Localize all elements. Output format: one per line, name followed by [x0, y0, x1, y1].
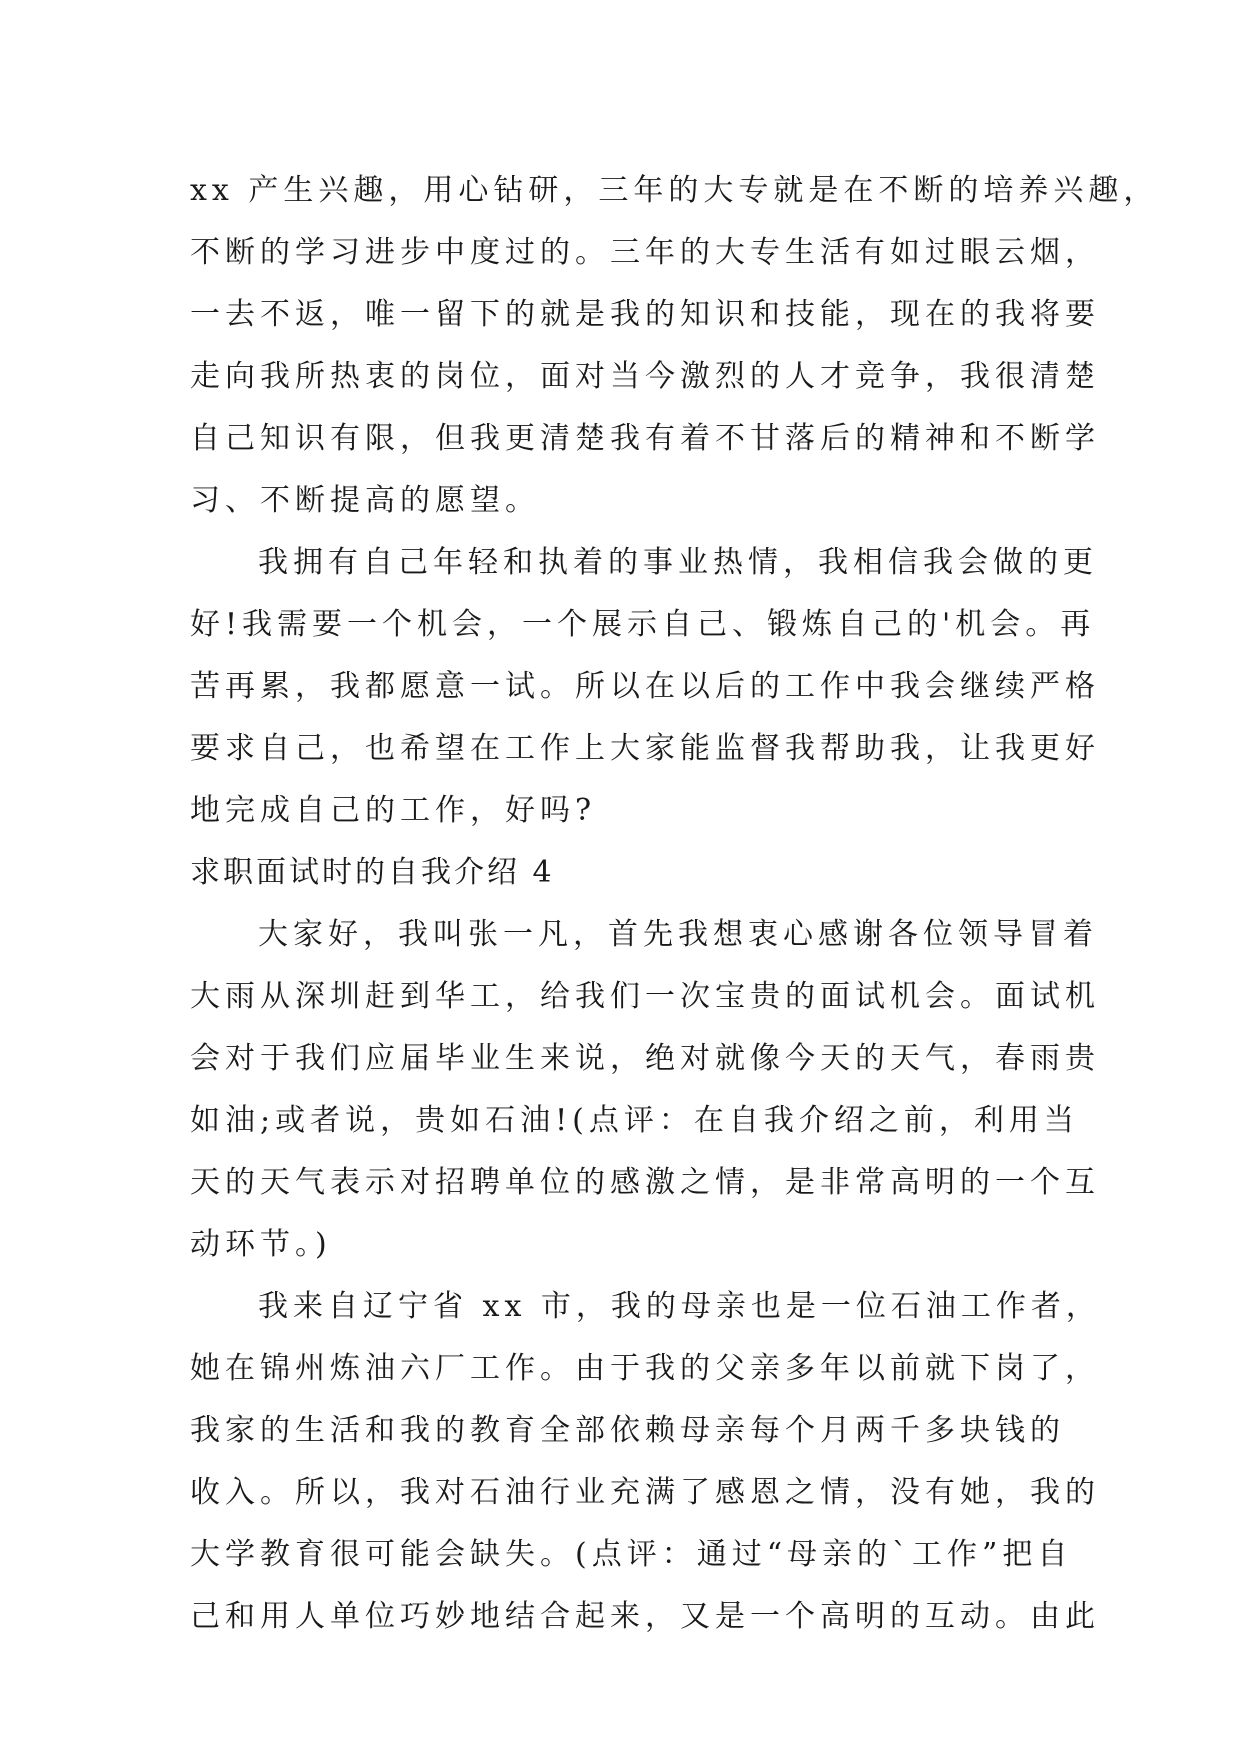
- text-line: 己和用人单位巧妙地结合起来，又是一个高明的互动。由此: [190, 1599, 1100, 1634]
- paragraph-1: [190, 160, 1159, 532]
- text-line: 苦再累，我都愿意一试。所以在以后的工作中我会继续严格: [190, 669, 1100, 704]
- text-line: 大学教育很可能会缺失。(点评：通过“母亲的`工作”把自: [190, 1537, 1073, 1572]
- document-body: [190, 160, 1159, 1648]
- text-line: 地完成自己的工作，好吗?: [190, 793, 597, 828]
- text-line: xx 产生兴趣，用心钻研，三年的大专就是在不断的培养兴趣，: [190, 173, 1159, 208]
- text-line: 我来自辽宁省 xx 市，我的母亲也是一位石油工作者，: [258, 1289, 1101, 1324]
- text-line: 大雨从深圳赶到华工，给我们一次宝贵的面试机会。面试机: [190, 979, 1100, 1014]
- text-line: 好!我需要一个机会，一个展示自己、锻炼自己的'机会。再: [190, 607, 1096, 642]
- section-heading: 求职面试时的自我介绍 4: [190, 855, 555, 890]
- text-line: 不断的学习进步中度过的。三年的大专生活有如过眼云烟，: [190, 235, 1100, 270]
- paragraph-2: [190, 532, 1100, 842]
- text-line: 我家的生活和我的教育全部依赖母亲每个月两千多块钱的: [190, 1413, 1065, 1448]
- text-line: 一去不返，唯一留下的就是我的知识和技能，现在的我将要: [190, 297, 1100, 332]
- text-line: 收入。所以，我对石油行业充满了感恩之情，没有她，我的: [190, 1475, 1100, 1510]
- text-line: 我拥有自己年轻和执着的事业热情，我相信我会做的更: [258, 545, 1098, 580]
- text-line: 自己知识有限，但我更清楚我有着不甘落后的精神和不断学: [190, 421, 1100, 456]
- text-line: 天的天气表示对招聘单位的感激之情，是非常高明的一个互: [190, 1165, 1100, 1200]
- text-line: 习、不断提高的愿望。: [190, 483, 540, 518]
- text-line: 要求自己，也希望在工作上大家能监督我帮助我，让我更好: [190, 731, 1100, 766]
- paragraph-4: [190, 1276, 1101, 1648]
- text-line: 走向我所热衷的岗位，面对当今激烈的人才竞争，我很清楚: [190, 359, 1100, 394]
- text-line: 动环节。): [190, 1227, 332, 1262]
- paragraph-3: [190, 904, 1100, 1276]
- text-line: 大家好，我叫张一凡，首先我想衷心感谢各位领导冒着: [258, 917, 1098, 952]
- text-line: 如油;或者说，贵如石油!(点评：在自我介绍之前，利用当: [190, 1103, 1079, 1138]
- text-line: 她在锦州炼油六厂工作。由于我的父亲多年以前就下岗了，: [190, 1351, 1100, 1386]
- text-line: 会对于我们应届毕业生来说，绝对就像今天的天气，春雨贵: [190, 1041, 1100, 1076]
